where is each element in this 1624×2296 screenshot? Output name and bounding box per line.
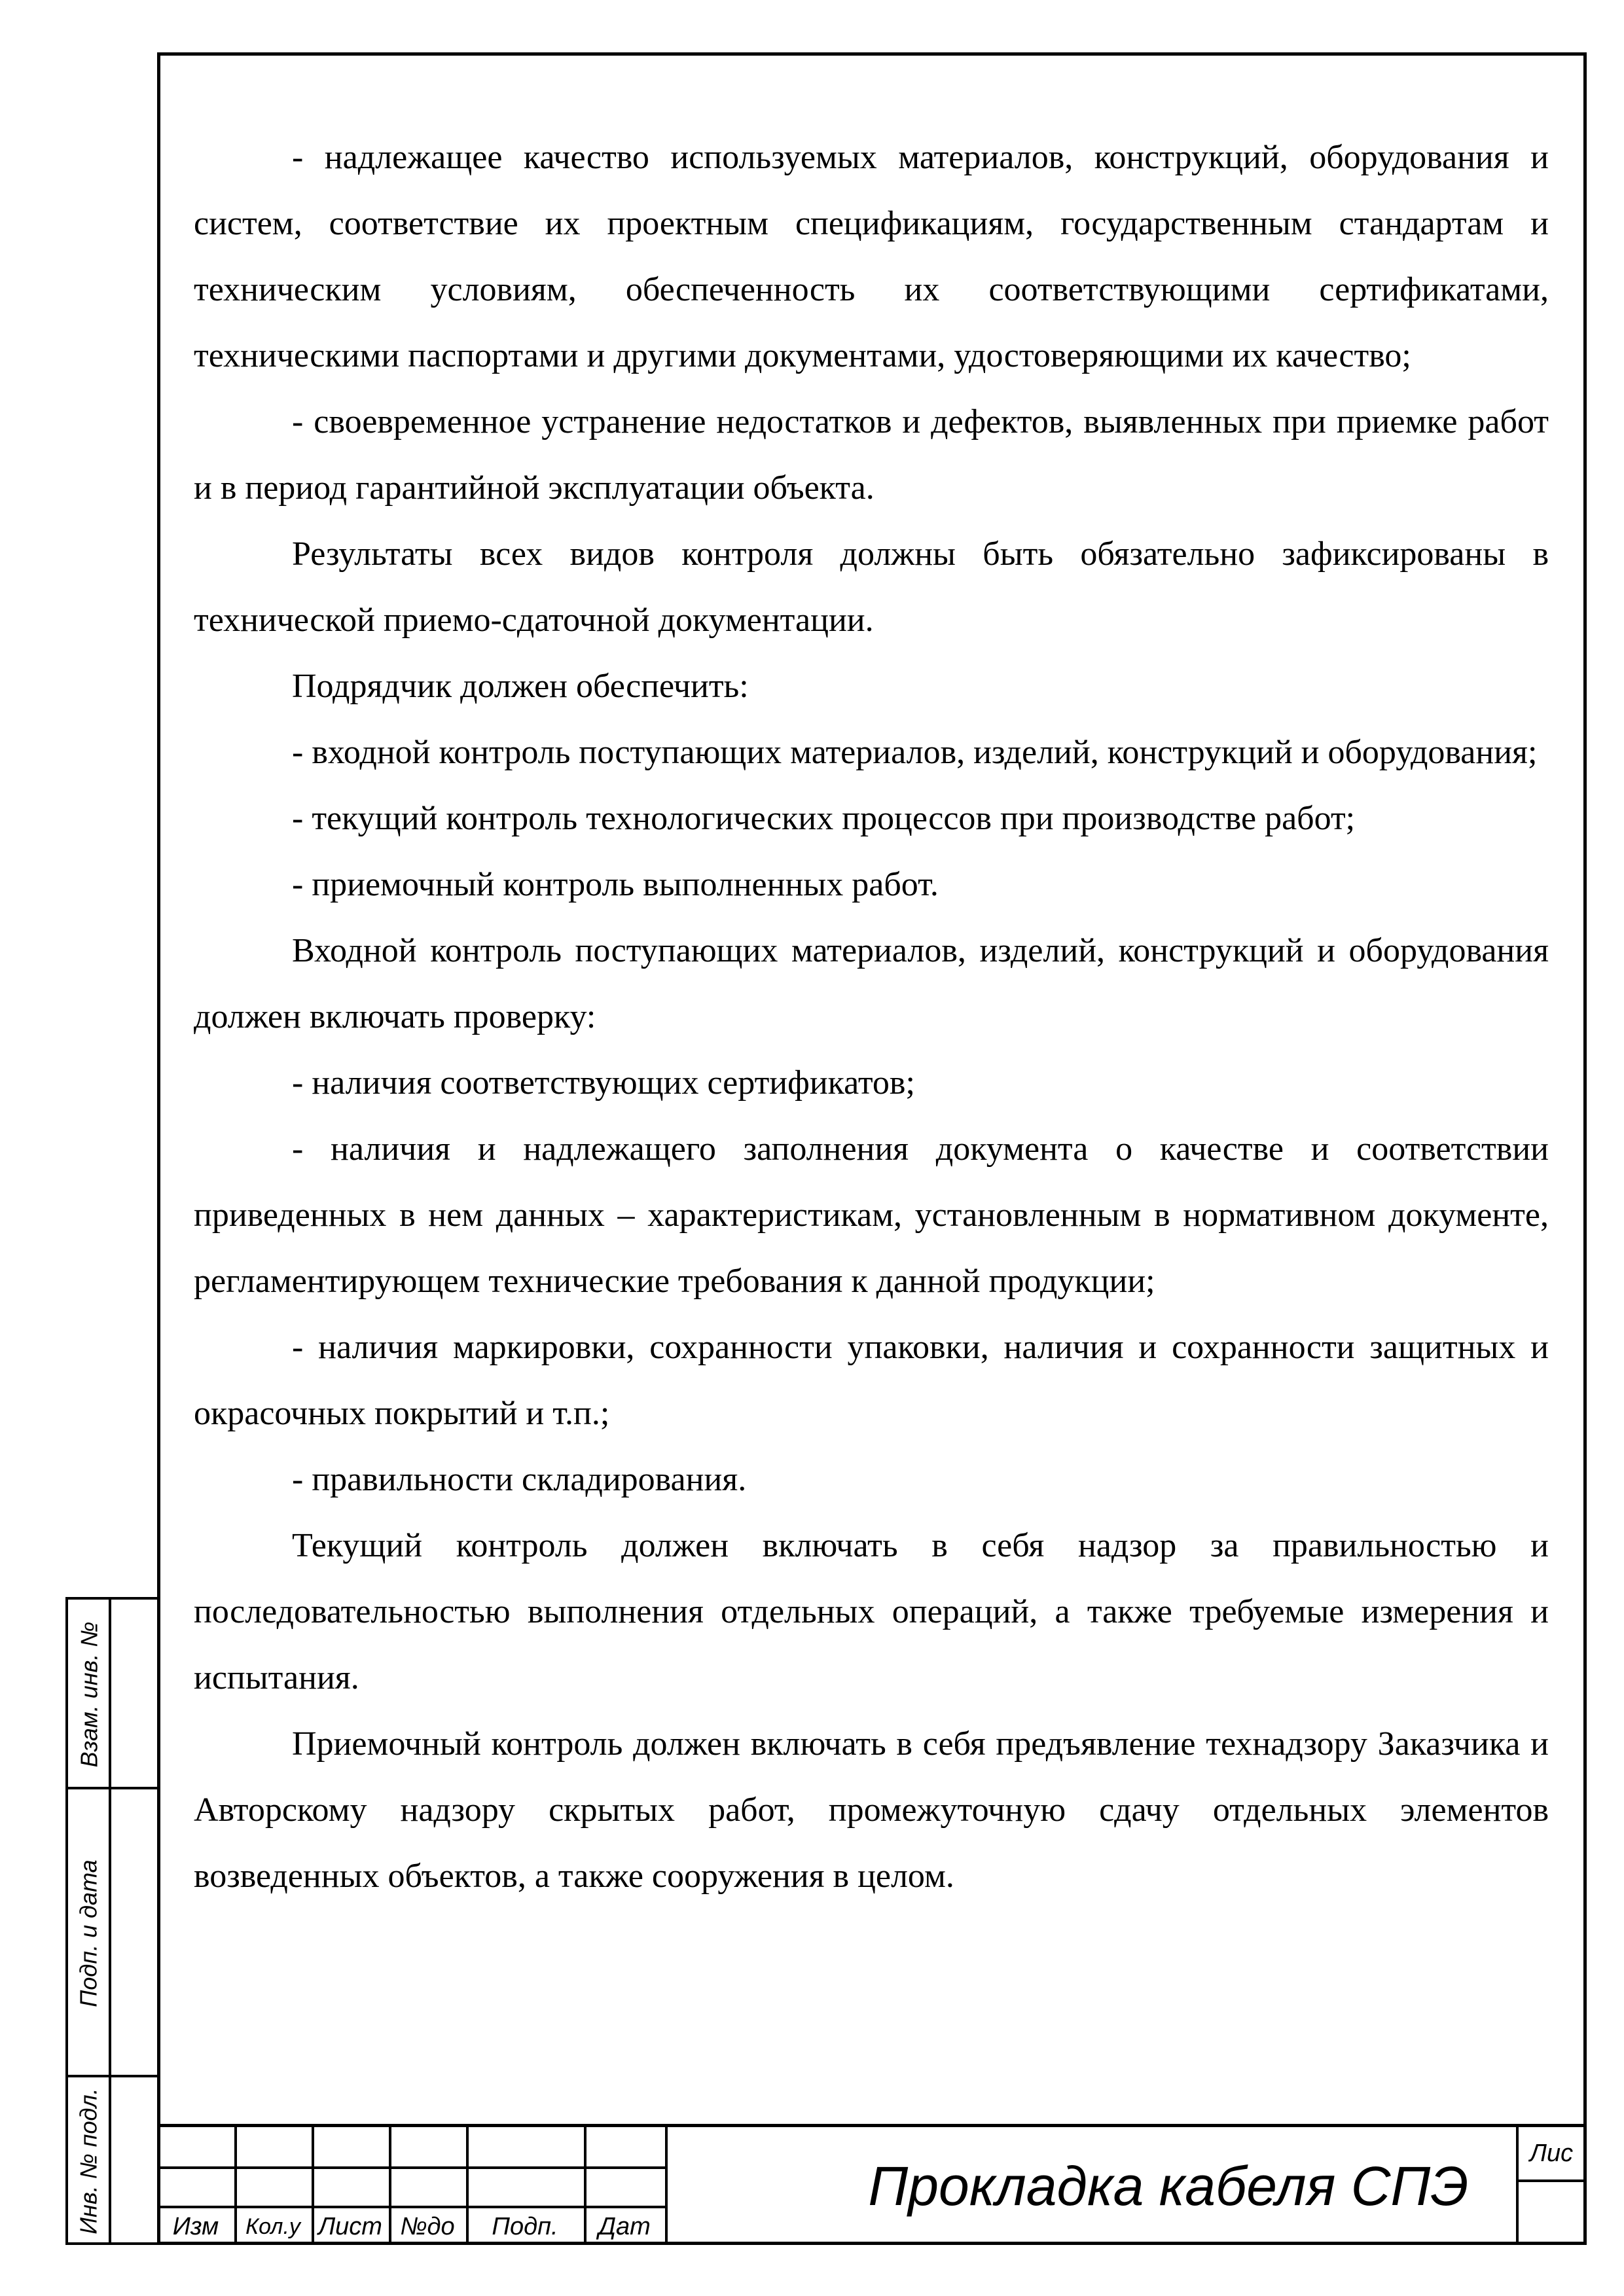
paragraph: - текущий контроль технологических процессов при производстве работ; bbox=[292, 800, 1356, 837]
paragraph: - своевременное устранение недостатков и дефектов, выявленных при приемке работ и в период гарантийной эксплуатации объекта. bbox=[194, 403, 1549, 507]
side-divider bbox=[109, 1600, 111, 2242]
column-list: Лист bbox=[318, 2213, 382, 2240]
title-block-row-line bbox=[157, 2166, 668, 2169]
sheet-label: Лис bbox=[1529, 2139, 1574, 2167]
paragraph: - правильности складирования. bbox=[292, 1461, 747, 1498]
paragraph: Приемочный контроль должен включать в себя предъявление технадзору Заказчика и Авторскому надзору скрытых работ, промежуточную сдачу отдельных элементов возведенных объектов, а также сооружения в целом. bbox=[194, 1725, 1549, 1895]
paragraph: Результаты всех видов контроля должны быть обязательно зафиксированы в технической приемо-сдаточной документации. bbox=[194, 535, 1549, 639]
paragraph: Текущий контроль должен включать в себя надзор за правильностью и последовательностью выполнения отдельных операций, а также требуемые измерения и испытания. bbox=[194, 1527, 1549, 1696]
side-label-podp: Подп. и дата bbox=[75, 1859, 102, 2007]
column-ndok: №до bbox=[400, 2213, 455, 2240]
side-label-vzam: Взам. инв. № bbox=[75, 1621, 103, 1768]
title-block-row-line bbox=[157, 2206, 668, 2208]
paragraph: Входной контроль поступающих материалов, изделий, конструкций и оборудования должен включать проверку: bbox=[194, 932, 1549, 1035]
document-title: Прокладка кабеля СПЭ bbox=[868, 2155, 1469, 2217]
document-body bbox=[194, 124, 1549, 1909]
side-stamp bbox=[65, 1597, 157, 2245]
side-label-inv: Инв. № подл. bbox=[75, 2087, 103, 2234]
column-izm: Изм bbox=[172, 2213, 219, 2240]
column-podp: Подп. bbox=[492, 2213, 558, 2240]
title-block bbox=[157, 2124, 1587, 2245]
paragraph: - наличия соответствующих сертификатов; bbox=[292, 1064, 915, 1102]
paragraph: - входной контроль поступающих материалов, изделий, конструкций и оборудования; bbox=[292, 734, 1538, 771]
column-kolu: Кол.у bbox=[245, 2214, 300, 2239]
paragraph: Подрядчик должен обеспечить: bbox=[292, 668, 749, 705]
paragraph: - наличия маркировки, сохранности упаковки, наличия и сохранности защитных и окрасочных покрытий и т.п.; bbox=[194, 1329, 1549, 1432]
column-data: Дат bbox=[598, 2213, 651, 2240]
paragraph: - надлежащее качество используемых материалов, конструкций, оборудования и систем, соответствие их проектным спецификациям, государственным стандартам и техническим условиям, обеспеченность их соответствующими сертификатами, техническими паспортами и другими документами, удостоверяющими их качество; bbox=[194, 139, 1549, 374]
paragraph: - приемочный контроль выполненных работ. bbox=[292, 866, 939, 903]
paragraph: - наличия и надлежащего заполнения документа о качестве и соответствии приведенных в нем данных – характеристикам, установленным в нормативном документе, регламентирующем технические требования к данной продукции; bbox=[194, 1130, 1549, 1300]
